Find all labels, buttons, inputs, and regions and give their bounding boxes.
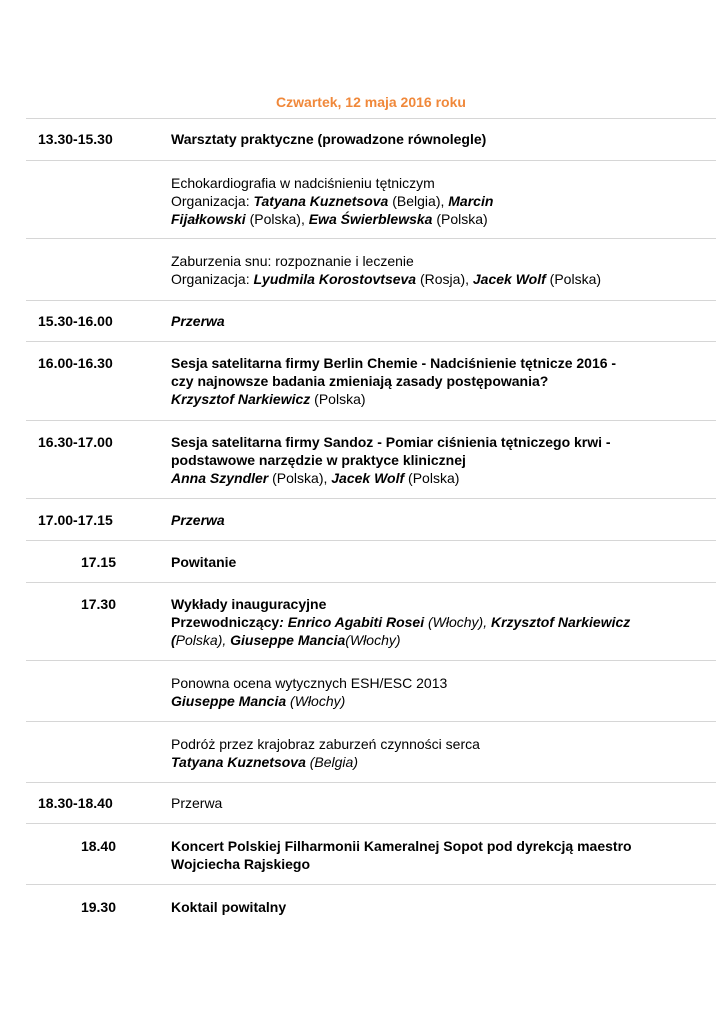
speaker-name: Krzysztof Narkiewicz	[171, 391, 311, 407]
speaker-name: Fijałkowski	[171, 211, 246, 227]
session-title: Powitanie	[171, 554, 237, 570]
session-title: Sesja satelitarna firmy Berlin Chemie - Nadciśnienie tętnicze 2016 -	[171, 355, 617, 371]
organizers-line	[171, 270, 711, 288]
speaker-name: Tatyana Kuznetsova	[253, 193, 389, 209]
speaker-country: (Włochy),	[424, 614, 491, 630]
speaker-country: (Belgia)	[305, 754, 358, 770]
divider	[26, 582, 716, 583]
chairs-line	[171, 631, 711, 649]
speaker-name: Krzysztof Narkiewicz	[491, 614, 631, 630]
session-title: Koncert Polskiej Filharmonii Kameralnej Sopot pod dyrekcją maestro	[171, 838, 632, 854]
speakers-line	[171, 469, 711, 487]
speaker-country: (Belgia),	[388, 193, 449, 209]
org-label: Organizacja:	[171, 193, 254, 209]
speaker-name: Lyudmila Korostovtseva	[253, 271, 417, 287]
speaker-name: Tatyana Kuznetsova	[171, 754, 306, 770]
time-slot: 19.30	[80, 899, 117, 915]
organizers-line	[171, 210, 711, 228]
divider	[26, 782, 716, 783]
time-slot: 17.00-17.15	[38, 512, 113, 528]
speaker-name: Anna Szyndler	[171, 470, 269, 486]
session-title: Sesja satelitarna firmy Sandoz - Pomiar ciśnienia tętniczego krwi -	[171, 434, 611, 450]
session-title: czy najnowsze badania zmieniają zasady postępowania?	[171, 373, 549, 389]
speaker-name: Giuseppe Mancia	[171, 693, 287, 709]
chairs-line	[171, 613, 711, 631]
speaker-name: Jacek Wolf	[472, 271, 546, 287]
speaker-country: (Polska)	[432, 211, 488, 227]
speaker-country: (Rosja),	[416, 271, 473, 287]
time-slot: 15.30-16.00	[38, 313, 113, 329]
time-slot: 16.30-17.00	[38, 434, 113, 450]
divider	[26, 823, 716, 824]
session-details	[171, 837, 711, 873]
speaker-country: Polska),	[175, 632, 231, 648]
session-title: Wykłady inauguracyjne	[171, 596, 327, 612]
time-slot: 18.40	[80, 838, 117, 854]
speaker-name: Giuseppe Mancia	[230, 632, 346, 648]
divider	[26, 420, 716, 421]
org-label: Organizacja:	[171, 271, 254, 287]
divider	[26, 498, 716, 499]
chair-label: Przewodniczący	[171, 614, 280, 630]
lecture-title: Podróż przez krajobraz zaburzeń czynności serca	[171, 736, 480, 752]
session-title: Echokardiografia w nadciśnieniu tętniczym	[171, 175, 435, 191]
speaker-country: (Polska),	[268, 470, 332, 486]
session-details	[171, 354, 711, 408]
time-slot: 18.30-18.40	[38, 795, 113, 811]
session-details	[171, 174, 711, 228]
divider	[26, 884, 716, 885]
session-title: Warsztaty praktyczne (prowadzone równolegle)	[171, 131, 487, 147]
speaker-country: (Polska),	[245, 211, 309, 227]
divider	[26, 341, 716, 342]
time-slot: 16.00-16.30	[38, 355, 113, 371]
speakers-line	[171, 390, 711, 408]
divider	[26, 118, 716, 119]
divider	[26, 238, 716, 239]
session-title: Przerwa	[171, 313, 225, 329]
time-slot: 17.15	[80, 554, 117, 570]
session-title: podstawowe narzędzie w praktyce klinicznej	[171, 452, 466, 468]
session-title: Przerwa	[171, 795, 223, 811]
page-heading: Czwartek, 12 maja 2016 roku	[276, 94, 466, 110]
lecture-title: Ponowna ocena wytycznych ESH/ESC 2013	[171, 675, 448, 691]
session-details	[171, 674, 711, 710]
time-slot: 17.30	[80, 596, 117, 612]
speakers-line	[171, 692, 711, 710]
session-title: Wojciecha Rajskiego	[171, 856, 311, 872]
speaker-country: (Włochy)	[286, 693, 346, 709]
speaker-name: Marcin	[448, 193, 494, 209]
organizers-line	[171, 192, 711, 210]
bracket: (	[171, 632, 176, 648]
session-details	[171, 735, 711, 771]
divider	[26, 660, 716, 661]
session-title: Przerwa	[171, 512, 225, 528]
session-title: Koktail powitalny	[171, 899, 287, 915]
divider	[26, 300, 716, 301]
time-slot: 13.30-15.30	[38, 131, 113, 147]
divider	[26, 160, 716, 161]
speaker-name: Ewa Świerblewska	[308, 211, 433, 227]
speaker-country: (Włochy)	[345, 632, 401, 648]
speaker-name: Jacek Wolf	[331, 470, 405, 486]
session-title: Zaburzenia snu: rozpoznanie i leczenie	[171, 253, 414, 269]
speakers-line	[171, 753, 711, 771]
session-details	[171, 433, 711, 487]
speaker-country: (Polska)	[310, 391, 366, 407]
speaker-name: : Enrico Agabiti Rosei	[279, 614, 425, 630]
divider	[26, 721, 716, 722]
speaker-country: (Polska)	[404, 470, 460, 486]
session-details	[171, 252, 711, 288]
session-details	[171, 595, 711, 649]
speaker-country: (Polska)	[545, 271, 602, 287]
divider	[26, 540, 716, 541]
